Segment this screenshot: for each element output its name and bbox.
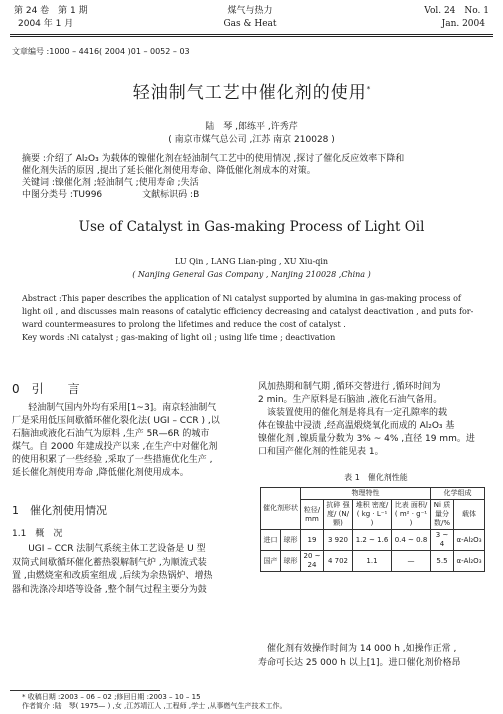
article-number: 文章编号 :1000 – 4416( 2004 )01 – 0052 – 03: [12, 47, 190, 56]
date-zh: 2004 年 1 月: [18, 19, 74, 29]
header-rule-thin: [10, 36, 493, 37]
table-cell: 0.4 ~ 0.8: [392, 530, 431, 551]
body-line: 轻油制气国内外均有采用[1~3]。南京轻油制气: [28, 403, 217, 413]
body-line: 2 min。生产原料是石脑油 ,液化石油气备用。: [258, 395, 443, 405]
table-cell: 3 ~ 4: [431, 530, 454, 551]
table-cell: —: [392, 551, 431, 572]
abstract-en-line: Abstract :This paper describes the application of Ni catalyst supported by alumina in gas-making process of: [22, 294, 461, 303]
table-header-size: 粒径/ mm: [301, 500, 324, 530]
right-column-body-2: [258, 643, 494, 670]
body-line: 寿命可长达 25 000 h 以上[1]。进口催化剂价格昂: [258, 657, 461, 668]
date-en: Jan. 2004: [441, 19, 485, 29]
body-line: 体在镍盐中浸渍 ,经高温煅烧氧化而成的 Al₂O₃ 基: [258, 421, 455, 431]
right-column-body: [258, 381, 494, 459]
table-header-area: 比表 面积/ ( m² · g⁻¹ ): [392, 500, 431, 530]
table-cell: 球形: [281, 530, 301, 551]
document-code-zh: 文献标识码 :B: [142, 190, 200, 200]
table-cell: 1.1: [353, 551, 392, 572]
section-1-1-heading: 1.1 概 况: [12, 529, 63, 539]
footnote: [22, 693, 492, 711]
catalyst-table: [260, 487, 485, 572]
section-1-1-body: [12, 543, 248, 597]
title-footnote-mark: *: [366, 85, 371, 94]
title-en: Use of Catalyst in Gas-making Process of Light Oil: [78, 219, 425, 235]
body-line: 厂是采用低压间歇循环催化裂化法( UGI – CCR ) ,以: [12, 416, 220, 426]
catalyst-table-wrap: [260, 487, 485, 572]
table-cell: 1.2 ~ 1.6: [353, 530, 392, 551]
body-line: 石脑油或液化石油气为原料 ,生产 5R—6R 的城市: [12, 429, 210, 439]
section-0-heading: 0 引 言: [12, 382, 80, 396]
abstract-en: [22, 292, 492, 344]
volume-issue-zh: 第 24 卷 第 1 期: [14, 6, 88, 16]
affiliation-zh: ( 南京市煤气总公司 ,江苏 南京 210028 ): [168, 135, 335, 145]
body-line: 煤气。自 2000 年建成投产以来 ,在生产中对催化剂: [12, 442, 218, 452]
abstract-en-line: ward countermeasures to prolong the lifetimes and reduce the cost of catalyst .: [22, 320, 346, 329]
table-cell: α-Al₂O₃: [454, 530, 485, 551]
body-line: 置 ,由燃烧室和改质室组成 ,后续为余热锅炉、增热: [12, 571, 213, 581]
classification-line: [22, 189, 492, 201]
section-0-body: [12, 402, 248, 480]
table-header-strength: 抗碎 强度/ (N/颗): [324, 500, 353, 530]
body-line: 口和国产催化剂的性能见表 1。: [258, 447, 384, 457]
body-line: 的使用积累了一些经验 ,采取了一些措施优化生产 ,: [12, 455, 213, 465]
keywords-zh: 关键词 :镍催化剂 ;轻油制气 ;使用寿命 ;失活: [22, 178, 199, 188]
table-caption: 表 1 催化剂性能: [344, 473, 408, 482]
body-line: 风加热期和制气期 ,循环交替进行 ,循环时间为: [258, 382, 441, 392]
table-header-name: 催化剂形状: [261, 488, 301, 530]
table-header-ni: Ni 质 量分 数/%: [431, 500, 454, 530]
abstract-zh-line: 摘要 :介绍了 Al₂O₃ 为载体的镍催化剂在轻油制气工艺中的使用情况 ,探讨了催化反应效率下降和: [22, 154, 405, 164]
table-cell: 20 ~ 24: [301, 551, 324, 572]
abstract-zh: [22, 153, 492, 201]
keywords-en: Key words :Ni catalyst ; gas-making of light oil ; using life time ; deactivation: [22, 333, 336, 342]
table-cell: 进口: [261, 530, 281, 551]
footnote-author-bio: 作者简介 :陆 琴( 1975— ) ,女 ,江苏靖江人 ,工程师 ,学士 ,从事燃气生产技术工作。: [22, 702, 287, 710]
table-header-support: 载体: [454, 500, 485, 530]
table-cell: 3 920: [324, 530, 353, 551]
table-row: [261, 530, 485, 551]
table-header-density: 堆积 密度/ ( kg · L⁻¹ ): [353, 500, 392, 530]
journal-name-zh: 煤气与热力: [227, 6, 273, 16]
body-line: UGI – CCR 法制气系统主体工艺设备是 U 型: [28, 544, 206, 554]
table-cell: 19: [301, 530, 324, 551]
authors-zh: 陆 琴 ,郎练平 ,许秀芹: [205, 122, 298, 132]
table-cell: 5.5: [431, 551, 454, 572]
body-line: 双筒式间歇循环催化蓄热裂解制气炉 ,为顺流式装: [12, 557, 207, 568]
authors-en: LU Qin , LANG Lian-ping , XU Xiu-qin: [174, 257, 329, 266]
body-line: 催化剂有效操作时间为 14 000 h ,如操作正常 ,: [258, 644, 457, 654]
abstract-zh-line: 催化剂失活的原因 ,提出了延长催化剂使用寿命、降低催化剂成本的对策。: [22, 166, 316, 176]
body-line: 该装置使用的催化剂是将具有一定孔隙率的载: [258, 408, 448, 418]
table-row: [261, 551, 485, 572]
volume-issue-en: Vol. 24 No. 1: [424, 6, 489, 16]
section-1-heading: 1 催化剂使用情况: [12, 504, 107, 517]
affiliation-en: ( Nanjing General Gas Company , Nanjing 210028 ,China ): [132, 270, 371, 279]
table-header-physical: 物理特性: [301, 488, 431, 500]
title-zh-wrap: [0, 78, 503, 103]
body-line: 延长催化剂使用寿命 ,降低催化剂使用成本。: [12, 468, 189, 478]
table-cell: 国产: [261, 551, 281, 572]
title-zh: 轻油制气工艺中催化剂的使用: [132, 83, 367, 103]
class-number-zh: 中图分类号 :TU996: [22, 190, 103, 200]
body-line: 器和洗涤冷却塔等设备 ,整个制气过程主要分为鼓: [12, 584, 207, 595]
footnote-received: * 收稿日期 :2003 – 06 – 02 ;修回日期 :2003 – 10 – 15: [22, 693, 201, 701]
table-cell: α-Al₂O₃: [454, 551, 485, 572]
table-header-chemical: 化学组成: [431, 488, 485, 500]
abstract-en-line: light oil , and discusses main reasons of catalytic efficiency decreasing and catalyst deactivation , and puts for-: [22, 307, 474, 316]
table-cell: 4 702: [324, 551, 353, 572]
table-cell: 球形: [281, 551, 301, 572]
body-line: 镍催化剂 ,镍质量分数为 3% ~ 4% ,直径 19 mm。进: [258, 434, 475, 444]
footnote-rule: [10, 690, 160, 691]
header-rule: [10, 34, 493, 35]
journal-name-en: Gas & Heat: [223, 19, 277, 29]
